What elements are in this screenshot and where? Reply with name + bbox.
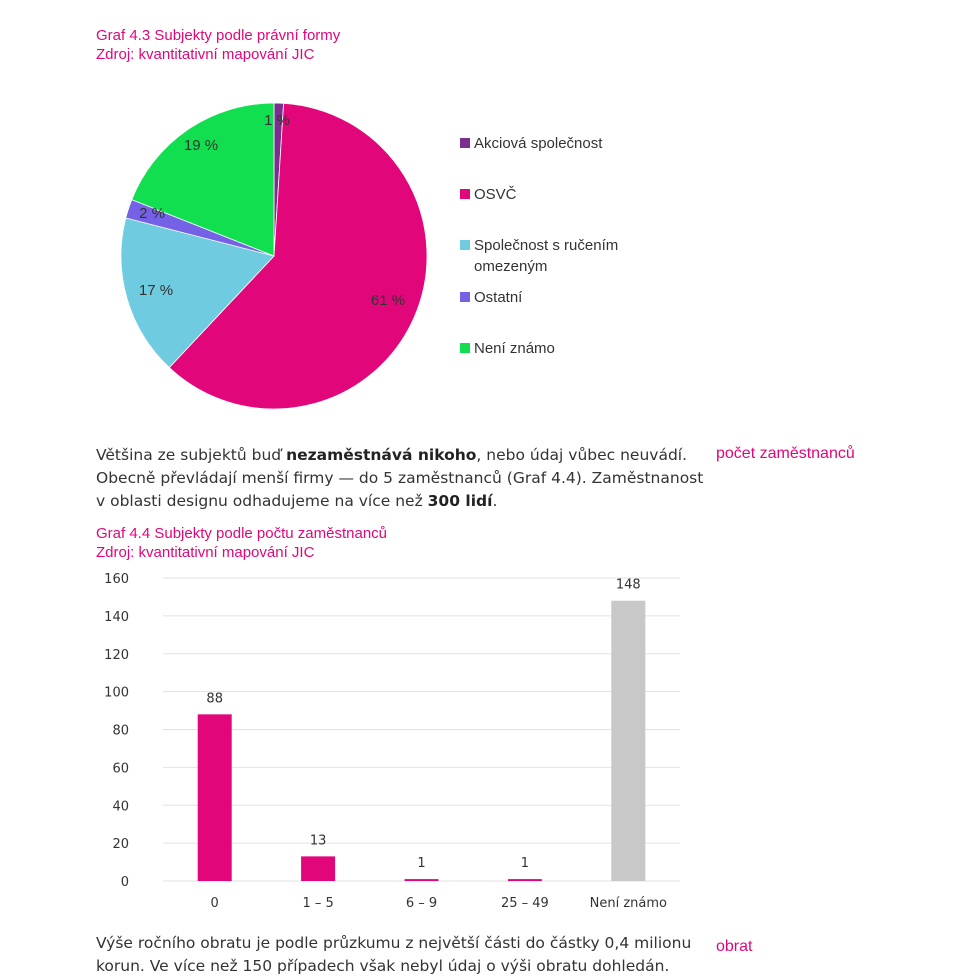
x-tick-label: 25 – 49 — [500, 896, 549, 911]
side-note-turnover: obrat — [716, 938, 753, 955]
bar — [508, 879, 542, 881]
bar-chart-title: Graf 4.4 Subjekty podle počtu zaměstnanců — [96, 525, 388, 542]
bar — [611, 601, 645, 881]
bar-chart-subtitle: Zdroj: kvantitativní mapování JIC — [96, 544, 315, 561]
legend-label-line2: omezeným — [474, 258, 548, 275]
y-tick-label: 140 — [104, 609, 129, 625]
side-note-employees: počet zaměstnanců — [716, 445, 855, 462]
y-tick-label: 100 — [104, 685, 129, 701]
legend-label: Akciová společnost — [474, 135, 603, 152]
x-tick-label: 1 – 5 — [302, 896, 334, 911]
pie-data-label: 61 % — [370, 292, 406, 309]
legend-label-line1: Společnost s ručením — [474, 237, 619, 254]
text-run: v oblasti designu odhadujeme na více než — [96, 492, 428, 510]
x-tick-label: Není známo — [589, 896, 667, 911]
pie-data-label: 19 % — [183, 137, 219, 154]
pie-chart-subtitle: Zdroj: kvantitativní mapování JIC — [96, 46, 315, 63]
pie-data-label: 17 % — [138, 282, 174, 299]
bar-data-label: 13 — [309, 833, 327, 849]
text-bold: nezaměstnává nikoho — [286, 446, 477, 464]
y-tick-label: 20 — [112, 837, 129, 853]
paragraph-line: Obecně převládají menší firmy — do 5 zaměstnanců (Graf 4.4). Zaměstnanost — [96, 469, 704, 487]
y-tick-label: 120 — [104, 647, 129, 663]
paragraph-line: Výše ročního obratu je podle průzkumu z největší části do částky 0,4 milionu — [96, 934, 692, 952]
text-run: , nebo údaj vůbec neuvádí. — [476, 446, 688, 464]
bar — [405, 879, 439, 881]
bar — [301, 856, 335, 881]
pie-data-label: 2 % — [139, 205, 165, 222]
legend-label: Není známo — [474, 340, 555, 357]
bar — [198, 714, 232, 881]
text-run: . — [492, 492, 498, 510]
bar-data-label: 148 — [615, 577, 641, 593]
x-tick-label: 6 – 9 — [405, 896, 438, 911]
bar-data-label: 1 — [520, 856, 530, 872]
text-run: Většina ze subjektů buď — [96, 446, 287, 464]
paragraph-line: korun. Ve více než 150 případech však nebyl údaj o výši obratu dohledán. — [96, 957, 670, 975]
y-tick-label: 80 — [112, 723, 129, 739]
legend-label: OSVČ — [474, 186, 517, 203]
y-tick-label: 160 — [104, 572, 129, 587]
x-tick-label: 0 — [210, 896, 219, 911]
y-tick-label: 40 — [112, 799, 129, 815]
text-bold: 300 lidí — [427, 492, 493, 510]
y-tick-label: 0 — [120, 875, 129, 890]
pie-data-label: 1 % — [264, 112, 290, 129]
paragraph-turnover — [96, 932, 716, 978]
y-tick-label: 60 — [112, 761, 129, 777]
pie-chart-title: Graf 4.3 Subjekty podle právní formy — [96, 27, 341, 44]
bar-data-label: 1 — [417, 856, 426, 872]
bar-data-label: 88 — [206, 691, 223, 707]
legend-label: Ostatní — [474, 289, 523, 306]
